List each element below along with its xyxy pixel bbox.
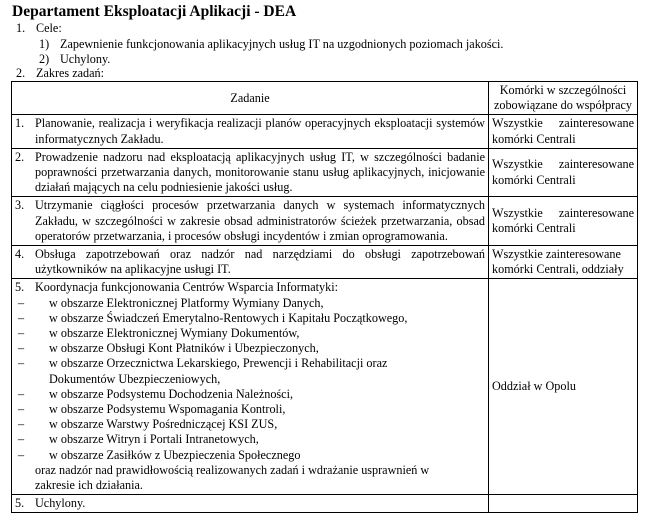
dash-bullet: –	[18, 295, 25, 310]
goal-text: Uchylony.	[60, 52, 111, 66]
header-task: Zadanie	[12, 82, 489, 115]
task-text: Obsługa zapotrzebowań oraz nadzór nad narzędziami do obsługi zapotrzebowań użytkowników na aplikacyjne usługi IT.	[35, 247, 485, 277]
list-item	[15, 417, 485, 432]
dash-bullet: –	[18, 341, 25, 356]
goal-number: 1)	[39, 37, 50, 51]
list-item-text: w obszarze Świadczeń Emerytalno-Rentowych i Kapitału Początkowego,	[49, 310, 408, 325]
task-number: 4.	[15, 247, 25, 262]
list-item-text: w obszarze Warstwy Pośredniczącej KSI ZUS,	[49, 417, 278, 432]
cooperation-cell: Wszystkie zainteresowane komórki Centrali	[489, 148, 638, 197]
task-text: Utrzymanie ciągłości procesów przetwarzania danych w systemach informatycznych Zakładu, w szczególności w zakresie obsad administratorów ścieżek przetwarzania, obsad operatorów przetwarzania, i procesów obsługi incydentów i zmian oprogramowania.	[35, 198, 485, 243]
list-item	[15, 296, 485, 311]
table-row	[12, 148, 638, 197]
task-number: 5.	[15, 280, 25, 295]
dash-bullet: –	[18, 417, 25, 432]
table-row	[12, 246, 638, 279]
task-number: 1.	[15, 116, 25, 131]
dash-bullet: –	[18, 356, 25, 371]
list-item-text: w obszarze Elektronicznej Wymiany Dokumentów,	[49, 326, 300, 341]
list-item	[15, 326, 485, 341]
list-item-text: w obszarze Elektronicznej Platformy Wymiany Danych,	[49, 295, 324, 310]
task-text: Prowadzenie nadzoru nad eksploatacją aplikacyjnych usług IT, w szczególności badanie poprawności przetwarzania danych, monitorowanie stanu usług aplikacyjnych, inicjowanie działań mających na celu podniesienie jakości usług.	[35, 149, 485, 195]
cooperation-cell: Wszystkie zainteresowane komórki Centrali	[489, 197, 638, 246]
section-number: 2.	[16, 66, 26, 80]
tasks-table	[11, 81, 638, 513]
dash-bullet: –	[18, 447, 25, 462]
task-number: 5.	[15, 496, 25, 511]
task-cell	[12, 495, 489, 513]
task-number: 2.	[15, 149, 25, 164]
list-item	[15, 387, 485, 402]
dash-bullet: –	[18, 432, 25, 447]
list-item	[15, 448, 485, 463]
task-cell	[12, 148, 489, 197]
list-item-text: w obszarze Witryn i Portali Intranetowych,	[49, 432, 259, 447]
department-title: Departament Eksploatacji Aplikacji - DEA	[12, 3, 297, 20]
header-cooperation: Komórki w szczególności zobowiązane do współpracy	[489, 82, 638, 115]
section-number: 1.	[16, 21, 26, 35]
task-cell	[12, 197, 489, 246]
cooperation-cell: Wszystkie zainteresowane komórki Centrali	[489, 115, 638, 148]
goal-text: Zapewnienie funkcjonowania aplikacyjnych usług IT na uzgodnionych poziomach jakości.	[60, 37, 504, 51]
task-outro: oraz nadzór nad prawidłowością realizowanych zadań i wdrażanie usprawnień w zakresie ich działania.	[35, 462, 430, 493]
list-item	[15, 402, 485, 417]
dash-bullet: –	[18, 326, 25, 341]
task-cell	[12, 115, 489, 148]
table-header-row	[12, 82, 638, 115]
task-text: Planowanie, realizacja i weryfikacja realizacji planów operacyjnych eksploatacji systemów informatycznych Zakładu.	[35, 116, 485, 146]
cooperation-cell: Oddział w Opolu	[489, 279, 638, 495]
table-row	[12, 197, 638, 246]
task-text: Uchylony.	[35, 496, 86, 511]
task-number: 3.	[15, 198, 25, 213]
cooperation-cell: Wszystkie zainteresowane komórki Centrali, oddziały	[489, 246, 638, 279]
list-item-text: w obszarze Zasiłków z Ubezpieczenia Społecznego	[49, 447, 301, 462]
list-item-text: w obszarze Orzecznictwa Lekarskiego, Prewencji i Rehabilitacji oraz Dokumentów Ubezpieczeniowych,	[49, 356, 388, 386]
list-item-text: w obszarze Obsługi Kont Płatników i Ubezpieczonych,	[49, 341, 319, 356]
list-item	[15, 311, 485, 326]
list-item	[15, 432, 485, 447]
table-row	[12, 495, 638, 513]
section-label: Cele:	[36, 21, 62, 35]
task-cell	[12, 279, 489, 495]
section-label: Zakres zadań:	[36, 66, 105, 80]
task-cell	[12, 246, 489, 279]
cooperation-cell	[489, 495, 638, 513]
dash-bullet: –	[18, 402, 25, 417]
dash-bullet: –	[18, 386, 25, 401]
list-item-text: w obszarze Podsystemu Wspomagania Kontroli,	[49, 402, 286, 417]
list-item	[15, 356, 485, 386]
list-item-text: w obszarze Podsystemu Dochodzenia Należności,	[49, 386, 294, 401]
list-item	[15, 341, 485, 356]
dash-bullet: –	[18, 310, 25, 325]
goal-number: 2)	[39, 52, 50, 66]
task-intro: Koordynacja funkcjonowania Centrów Wsparcia Informatyki:	[35, 280, 339, 295]
table-row	[12, 115, 638, 148]
table-row	[12, 279, 638, 495]
